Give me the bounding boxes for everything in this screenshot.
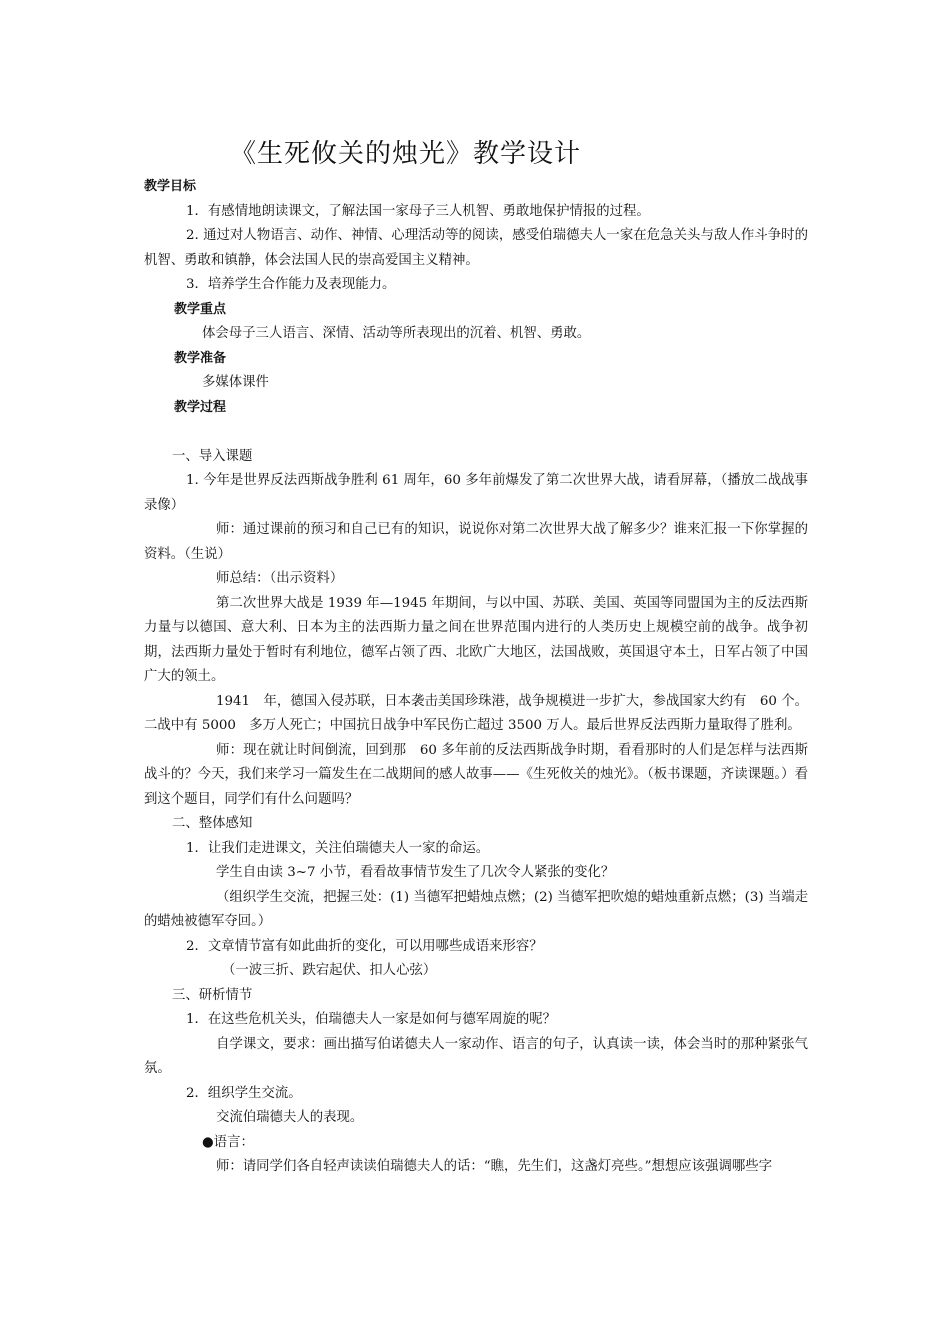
section-1-heading: 一、导入课题 [172,448,253,464]
section-2-heading: 二、整体感知 [172,816,253,831]
section-1-paragraph-1: 1. 今年是世界反法西斯战争胜利 61 周年，60 多年前爆发了第二次世界大战，请看屏幕，（播放二战战事录像） [144,473,808,513]
section-1-paragraph-2: 师：通过课前的预习和自己已有的知识，说说你对第二次世界大战了解多少？谁来汇报一下你掌握的资料。（生说） [144,522,808,562]
section-2-paragraph-4: 2．文章情节富有如此曲折的变化，可以用哪些成语来形容？ [186,938,543,954]
section-1-paragraph-4: 第二次世界大战是 1939 年—1945 年期间，与以中国、苏联、美国、英国等同盟国为主的反法西斯力量与以德国、意大利、日本为主的法西斯力量之间在世界范围内进行的人类历史上规模空前的战争。战争初期，法西斯力量处于暂时有利地位，德军占领了西、北欧广大地区，法国战败，英国退守本土，日军占领了中国广大的领土。 [144,595,808,684]
section-3-bullet-language: ●语言： [202,1134,254,1150]
section-2-paragraph-1: 1．让我们走进课文，关注伯瑞德夫人一家的命运。 [186,840,490,856]
section-2-paragraph-3: （组织学生交流，把握三处：(1) 当德军把蜡烛点燃；(2) 当德军把吹熄的蜡烛重新点燃；(3) 当端走的蜡烛被德军夺回。） [144,889,808,929]
focus-text: 体会母子三人语言、深情、活动等所表现出的沉着、机智、勇敢。 [202,326,591,341]
section-1-paragraph-3: 师总结：（出示资料） [216,571,344,586]
goals-heading: 教学目标 [144,179,197,194]
section-2-paragraph-2: 学生自由读 3~7 小节，看看故事情节发生了几次令人紧张的变化？ [216,865,615,880]
goal-item-3: 3．培养学生合作能力及表现能力。 [186,277,396,292]
blank-line [144,420,808,445]
section-2-paragraph-5: （一波三折、跌宕起伏、扣人心弦） [222,963,437,978]
section-3-heading: 三、研析情节 [172,987,253,1003]
goal-item-2: 2. 通过对人物语言、动作、神情、心理活动等的阅读，感受伯瑞德夫人一家在危急关头与敌人作斗争时的机智、勇敢和镇静，体会法国人民的崇高爱国主义精神。 [144,228,808,268]
process-heading: 教学过程 [174,399,227,415]
section-3-paragraph-1: 1．在这些危机关头，伯瑞德夫人一家是如何与德军周旋的呢？ [186,1012,557,1027]
section-3-paragraph-2: 自学课文，要求：画出描写伯诺德夫人一家动作、语言的句子，认真读一读，体会当时的那种紧张气氛。 [144,1036,808,1076]
section-1-paragraph-6: 师：现在就让时间倒流，回到那 60 多年前的反法西斯战争时期，看看那时的人们是怎样与法西斯战斗的？今天，我们来学习一篇发生在二战期间的感人故事——《生死攸关的烛光》。（板书课题，齐读课题。）看到这个题目，同学们有什么问题吗？ [144,742,808,807]
section-3-paragraph-6: 师：请同学们各自轻声读读伯瑞德夫人的话：“瞧，先生们，这盏灯亮些。”想想应该强调哪些字 [216,1159,773,1174]
section-3-paragraph-3: 2．组织学生交流。 [186,1085,302,1101]
document-body [144,175,808,1180]
prep-text: 多媒体课件 [202,375,269,390]
section-1-paragraph-5: 1941 年，德国入侵苏联，日本袭击美国珍珠港，战争规模进一步扩大，参战国家大约有 60 个。二战中有 5000 多万人死亡；中国抗日战争中军民伤亡超过 3500 万人。最后世界反法西斯力量取得了胜利。 [144,693,808,733]
focus-heading: 教学重点 [174,301,227,317]
document-title: 《生死攸关的烛光》教学设计 [230,139,582,169]
prep-heading: 教学准备 [174,350,227,366]
section-3-paragraph-4: 交流伯瑞德夫人的表现。 [216,1110,364,1125]
goal-item-1: 1．有感情地朗读课文，了解法国一家母子三人机智、勇敢地保护情报的过程。 [186,203,650,219]
